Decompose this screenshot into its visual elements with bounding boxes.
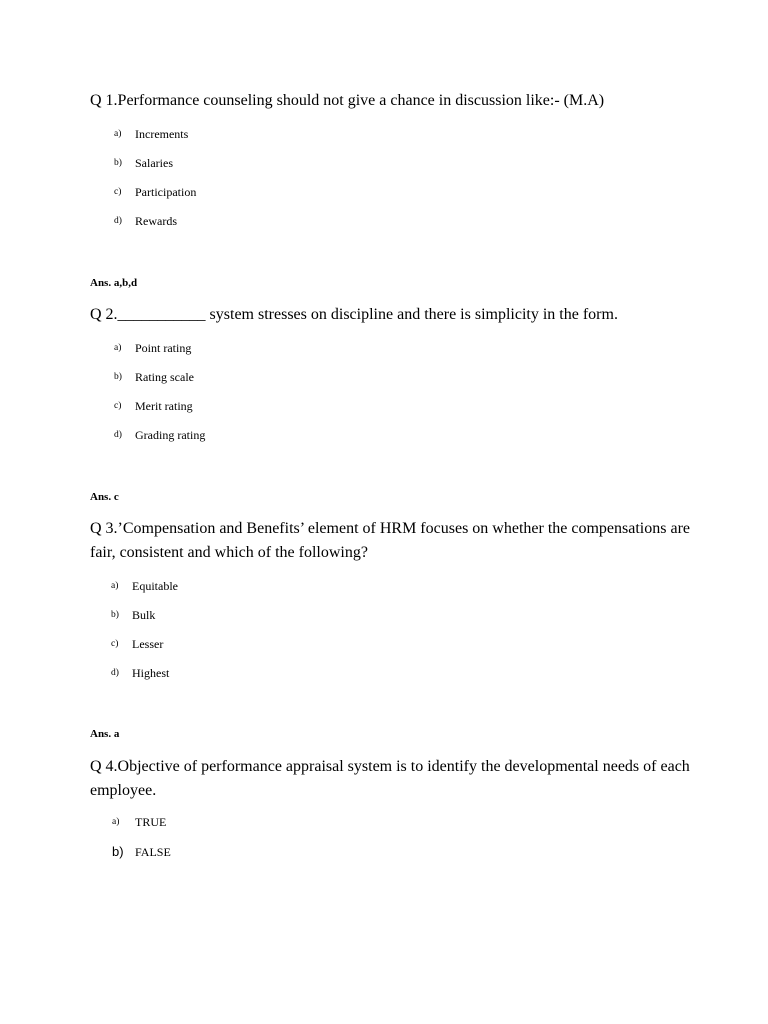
option-letter: d)	[114, 216, 122, 226]
option-text: Grading rating	[135, 428, 206, 442]
option-text: Bulk	[132, 608, 156, 622]
option-text: Salaries	[135, 156, 173, 170]
option-letter: d)	[114, 430, 122, 440]
option-text: Equitable	[132, 579, 178, 593]
question-1-text: Q 1.Performance counseling should not give a chance in discussion like:- (M.A)	[90, 92, 605, 109]
option-letter: c)	[114, 401, 122, 411]
option-text: Increments	[135, 127, 189, 141]
option-letter: a)	[114, 129, 122, 139]
option-text: Point rating	[135, 341, 192, 355]
option-letter: a)	[114, 343, 122, 353]
option-letter: b)	[111, 610, 119, 620]
question-4-text: Q 4.Objective of performance appraisal system is to identify the developmental needs of each employee.	[90, 758, 690, 799]
answer-1: Ans. a,b,d	[90, 277, 138, 289]
option-letter: d)	[111, 668, 119, 678]
option-text: Merit rating	[135, 399, 193, 413]
option-text: Rewards	[135, 214, 177, 228]
option-text: TRUE	[135, 815, 167, 829]
option-letter: b)	[114, 158, 122, 168]
option-letter: a)	[111, 581, 119, 591]
option-text: Rating scale	[135, 370, 194, 384]
question-3-text: Q 3.’Compensation and Benefits’ element of HRM focuses on whether the compensations are fair, consistent and which of the following?	[90, 520, 690, 561]
option-text: Highest	[132, 666, 170, 680]
option-letter: c)	[114, 187, 122, 197]
option-letter: c)	[111, 639, 119, 649]
option-text: Participation	[135, 185, 197, 199]
option-letter: b)	[114, 372, 122, 382]
option-letter: b)	[112, 844, 124, 859]
option-letter: a)	[112, 817, 120, 827]
option-text: FALSE	[135, 845, 171, 859]
option-text: Lesser	[132, 637, 164, 651]
question-2-text: Q 2.___________ system stresses on discipline and there is simplicity in the form.	[90, 306, 618, 323]
answer-3: Ans. a	[90, 728, 120, 740]
answer-2: Ans. c	[90, 491, 119, 503]
